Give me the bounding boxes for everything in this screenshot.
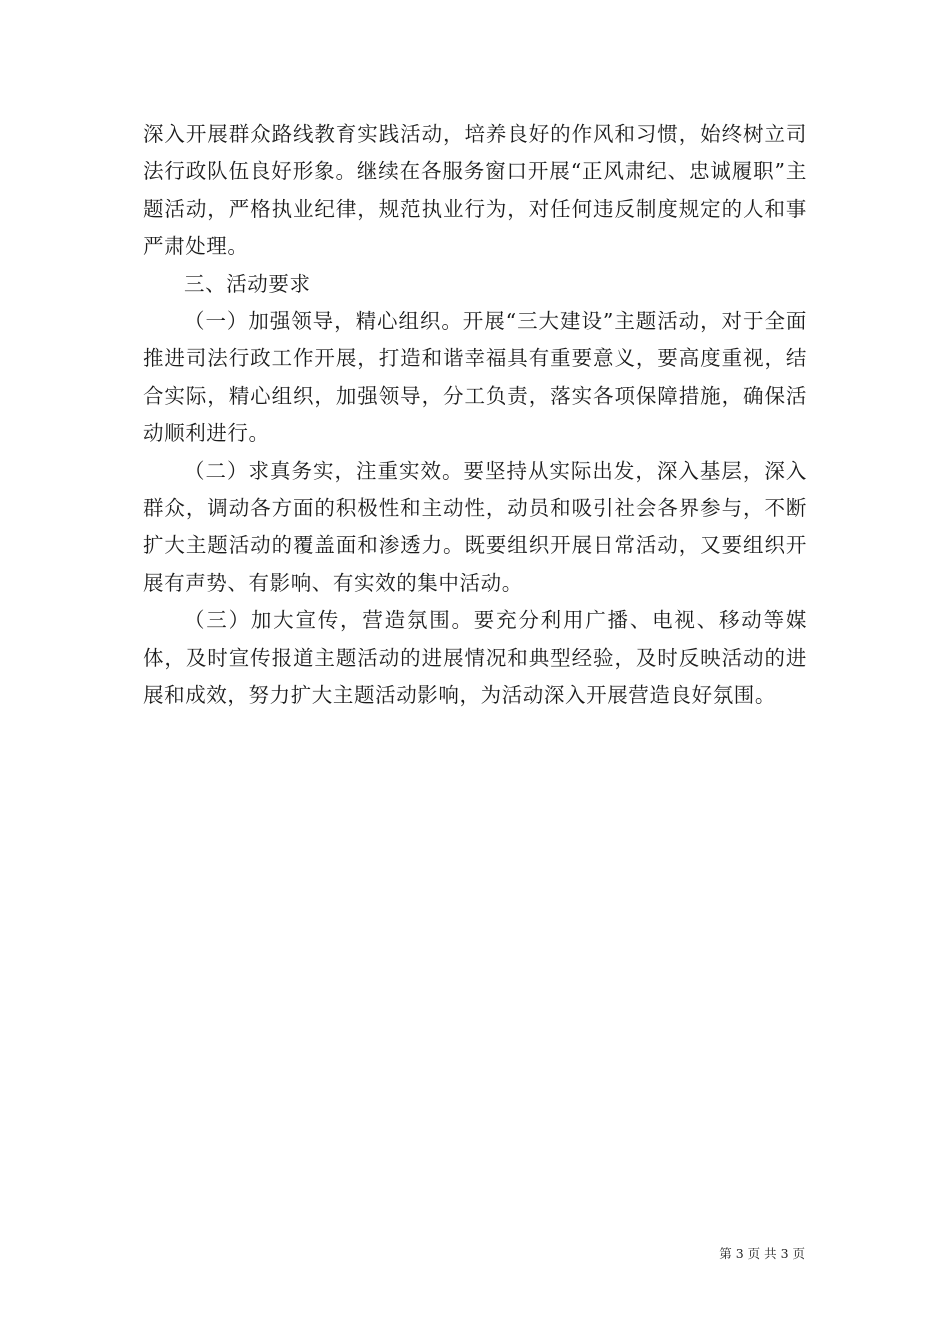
section-heading: 三、活动要求 — [184, 271, 311, 296]
document-body — [143, 116, 807, 715]
paragraph-continuation: 深入开展群众路线教育实践活动，培养良好的作风和习惯，始终树立司法行政队伍良好形象。继续在各服务窗口开展“正风肃纪、忠诚履职”主题活动，严格执业纪律，规范执业行为，对任何违反制度规定的人和事严肃处理。 — [143, 122, 807, 259]
paragraph-requirement-1: （一）加强领导，精心组织。开展“三大建设”主题活动，对于全面推进司法行政工作开展，打造和谐幸福具有重要意义，要高度重视，结合实际，精心组织，加强领导，分工负责，落实各项保障措施，确保活动顺利进行。 — [143, 309, 807, 446]
page-number-footer: 第 3 页 共 3 页 — [719, 1246, 805, 1261]
paragraph-requirement-2: （二）求真务实，注重实效。要坚持从实际出发，深入基层，深入群众，调动各方面的积极性和主动性，动员和吸引社会各界参与，不断扩大主题活动的覆盖面和渗透力。既要组织开展日常活动，又要组织开展有声势、有影响、有实效的集中活动。 — [143, 458, 807, 595]
paragraph-requirement-3: （三）加大宣传，营造氛围。要充分利用广播、电视、移动等媒体，及时宣传报道主题活动的进展情况和典型经验，及时反映活动的进展和成效，努力扩大主题活动影响，为活动深入开展营造良好氛围。 — [143, 608, 807, 708]
